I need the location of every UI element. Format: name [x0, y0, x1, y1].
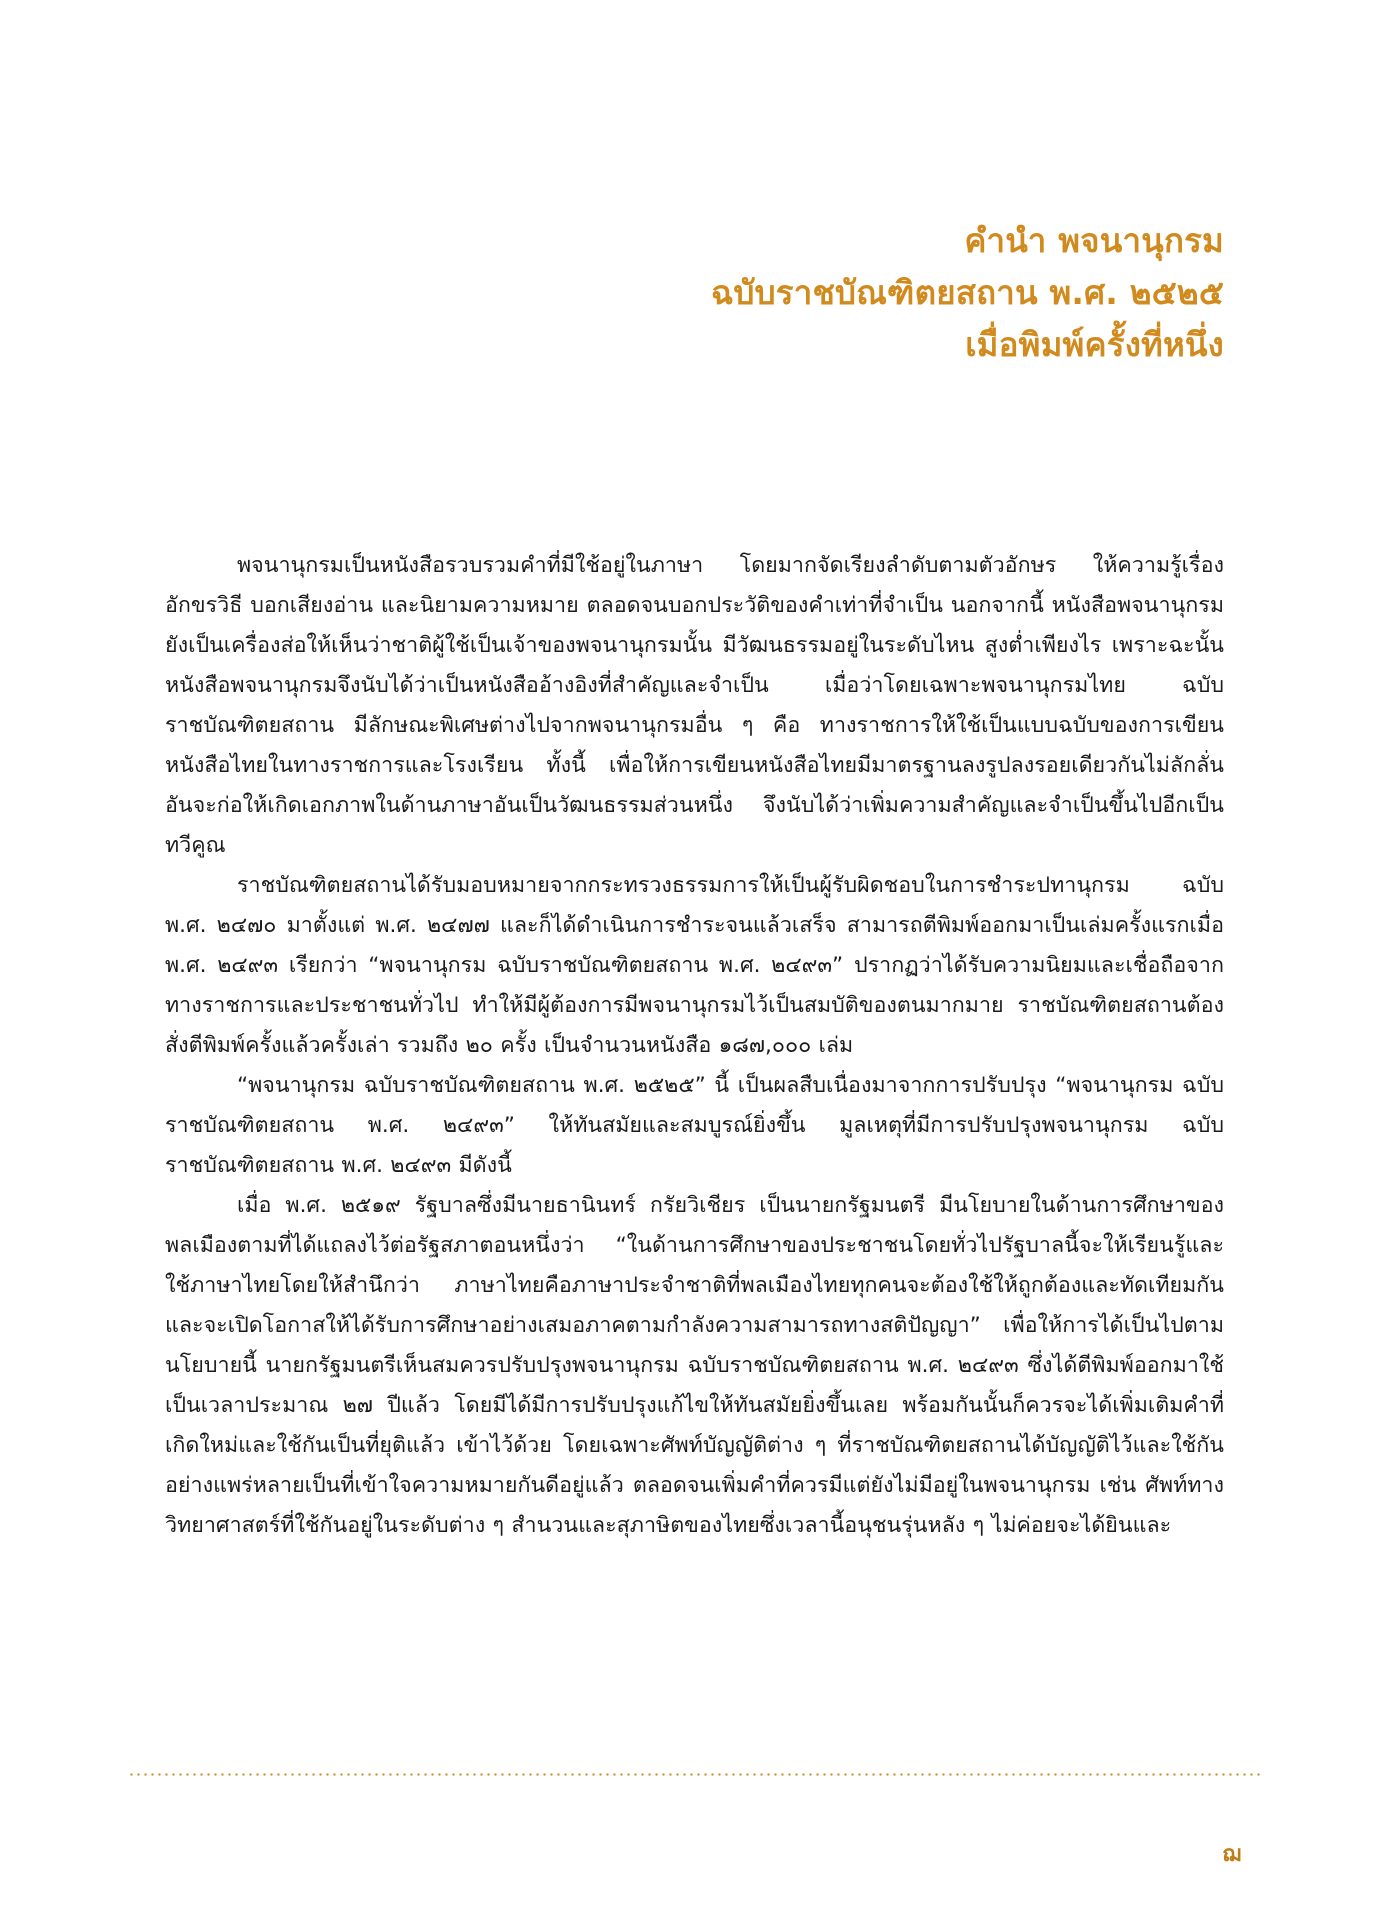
footer-divider	[128, 1773, 1261, 1776]
paragraph-3: “พจนานุกรม ฉบับราชบัณฑิตยสถาน พ.ศ. ๒๕๒๕” นี้ เป็นผลสืบเนื่องมาจากการปรับปรุง “พจนานุกรม ฉบับราชบัณฑิตยสถาน พ.ศ. ๒๔๙๓” ให้ทันสมัยและสมบูรณ์ยิ่งขึ้น มูลเหตุที่มีการปรับปรุงพจนานุกรม ฉบับราชบัณฑิตยสถาน พ.ศ. ๒๔๙๓ มีดังนี้	[165, 1073, 1224, 1179]
paragraph-4: เมื่อ พ.ศ. ๒๕๑๙ รัฐบาลซึ่งมีนายธานินทร์ กรัยวิเชียร เป็นนายกรัฐมนตรี มีนโยบายในด้านการศึกษาของพลเมืองตามที่ได้แถลงไว้ต่อรัฐสภาตอนหนึ่งว่า “ในด้านการศึกษาของประชาชนโดยทั่วไปรัฐบาลนี้จะให้เรียนรู้และใช้ภาษาไทยโดยให้สำนึกว่า ภาษาไทยคือภาษาประจำชาติที่พลเมืองไทยทุกคนจะต้องใช้ให้ถูกต้องและทัดเทียมกัน และจะเปิดโอกาสให้ได้รับการศึกษาอย่างเสมอภาคตามกำลังความสามารถทางสติปัญญา” เพื่อให้การได้เป็นไปตามนโยบายนี้ นายกรัฐมนตรีเห็นสมควรปรับปรุงพจนานุกรม ฉบับราชบัณฑิตยสถาน พ.ศ. ๒๔๙๓ ซึ่งได้ตีพิมพ์ออกมาใช้เป็นเวลาประมาณ ๒๗ ปีแล้ว โดยมีได้มีการปรับปรุงแก้ไขให้ทันสมัยยิ่งขึ้นเลย พร้อมกันนั้นก็ควรจะได้เพิ่มเติมคำที่เกิดใหม่และใช้กันเป็นที่ยุติแล้ว เข้าไว้ด้วย โดยเฉพาะศัพท์บัญญัติต่าง ๆ ที่ราชบัณฑิตยสถานได้บัญญัติไว้และใช้กันอย่างแพร่หลายเป็นที่เข้าใจความหมายกันดีอยู่แล้ว ตลอดจนเพิ่มคำที่ควรมีแต่ยังไม่มีอยู่ในพจนานุกรม เช่น ศัพท์ทางวิทยาศาสตร์ที่ใช้กันอยู่ในระดับต่าง ๆ สำนวนและสุภาษิตของไทยซึ่งเวลานี้อนุชนรุ่นหลัง ๆ ไม่ค่อยจะได้ยินและ	[165, 1193, 1224, 1538]
page-title	[0, 215, 1389, 371]
title-line-3: เมื่อพิมพ์ครั้งที่หนึ่ง	[965, 325, 1224, 365]
title-line-2: ฉบับราชบัณฑิตยสถาน พ.ศ. ๒๕๒๕	[710, 273, 1224, 313]
page-footer	[0, 1751, 1389, 1926]
body-text	[0, 546, 1389, 1546]
folio-number: ฌ	[1222, 1842, 1241, 1867]
paragraph-1: พจนานุกรมเป็นหนังสือรวบรวมคำที่มีใช้อยู่ในภาษา โดยมากจัดเรียงลำดับตามตัวอักษร ให้ความรู้เรื่องอักขรวิธี บอกเสียงอ่าน และนิยามความหมาย ตลอดจนบอกประวัติของคำเท่าที่จำเป็น นอกจากนี้ หนังสือพจนานุกรมยังเป็นเครื่องส่อให้เห็นว่าชาติผู้ใช้เป็นเจ้าของพจนานุกรมนั้น มีวัฒนธรรมอยู่ในระดับไหน สูงต่ำเพียงไร เพราะฉะนั้น หนังสือพจนานุกรมจึงนับได้ว่าเป็นหนังสืออ้างอิงที่สำคัญและจำเป็น เมื่อว่าโดยเฉพาะพจนานุกรมไทย ฉบับราชบัณฑิตยสถาน มีลักษณะพิเศษต่างไปจากพจนานุกรมอื่น ๆ คือ ทางราชการให้ใช้เป็นแบบฉบับของการเขียนหนังสือไทยในทางราชการและโรงเรียน ทั้งนี้ เพื่อให้การเขียนหนังสือไทยมีมาตรฐานลงรูปลงรอยเดียวกันไม่ลักลั่น อันจะก่อให้เกิดเอกภาพในด้านภาษาอันเป็นวัฒนธรรมส่วนหนึ่ง จึงนับได้ว่าเพิ่มความสำคัญและจำเป็นขึ้นไปอีกเป็นทวีคูณ	[165, 553, 1224, 859]
paragraph-2: ราชบัณฑิตยสถานได้รับมอบหมายจากกระทรวงธรรมการให้เป็นผู้รับผิดชอบในการชำระปทานุกรม ฉบับ พ.ศ. ๒๔๗๐ มาตั้งแต่ พ.ศ. ๒๔๗๗ และก็ได้ดำเนินการชำระจนแล้วเสร็จ สามารถตีพิมพ์ออกมาเป็นเล่มครั้งแรกเมื่อ พ.ศ. ๒๔๙๓ เรียกว่า “พจนานุกรม ฉบับราชบัณฑิตยสถาน พ.ศ. ๒๔๙๓” ปรากฏว่าได้รับความนิยมและเชื่อถือจากทางราชการและประชาชนทั่วไป ทำให้มีผู้ต้องการมีพจนานุกรมไว้เป็นสมบัติของตนมากมาย ราชบัณฑิตยสถานต้องสั่งตีพิมพ์ครั้งแล้วครั้งเล่า รวมถึง ๒๐ ครั้ง เป็นจำนวนหนังสือ ๑๘๗,๐๐๐ เล่ม	[165, 873, 1224, 1059]
title-line-1: คำนำ พจนานุกรม	[964, 221, 1224, 260]
